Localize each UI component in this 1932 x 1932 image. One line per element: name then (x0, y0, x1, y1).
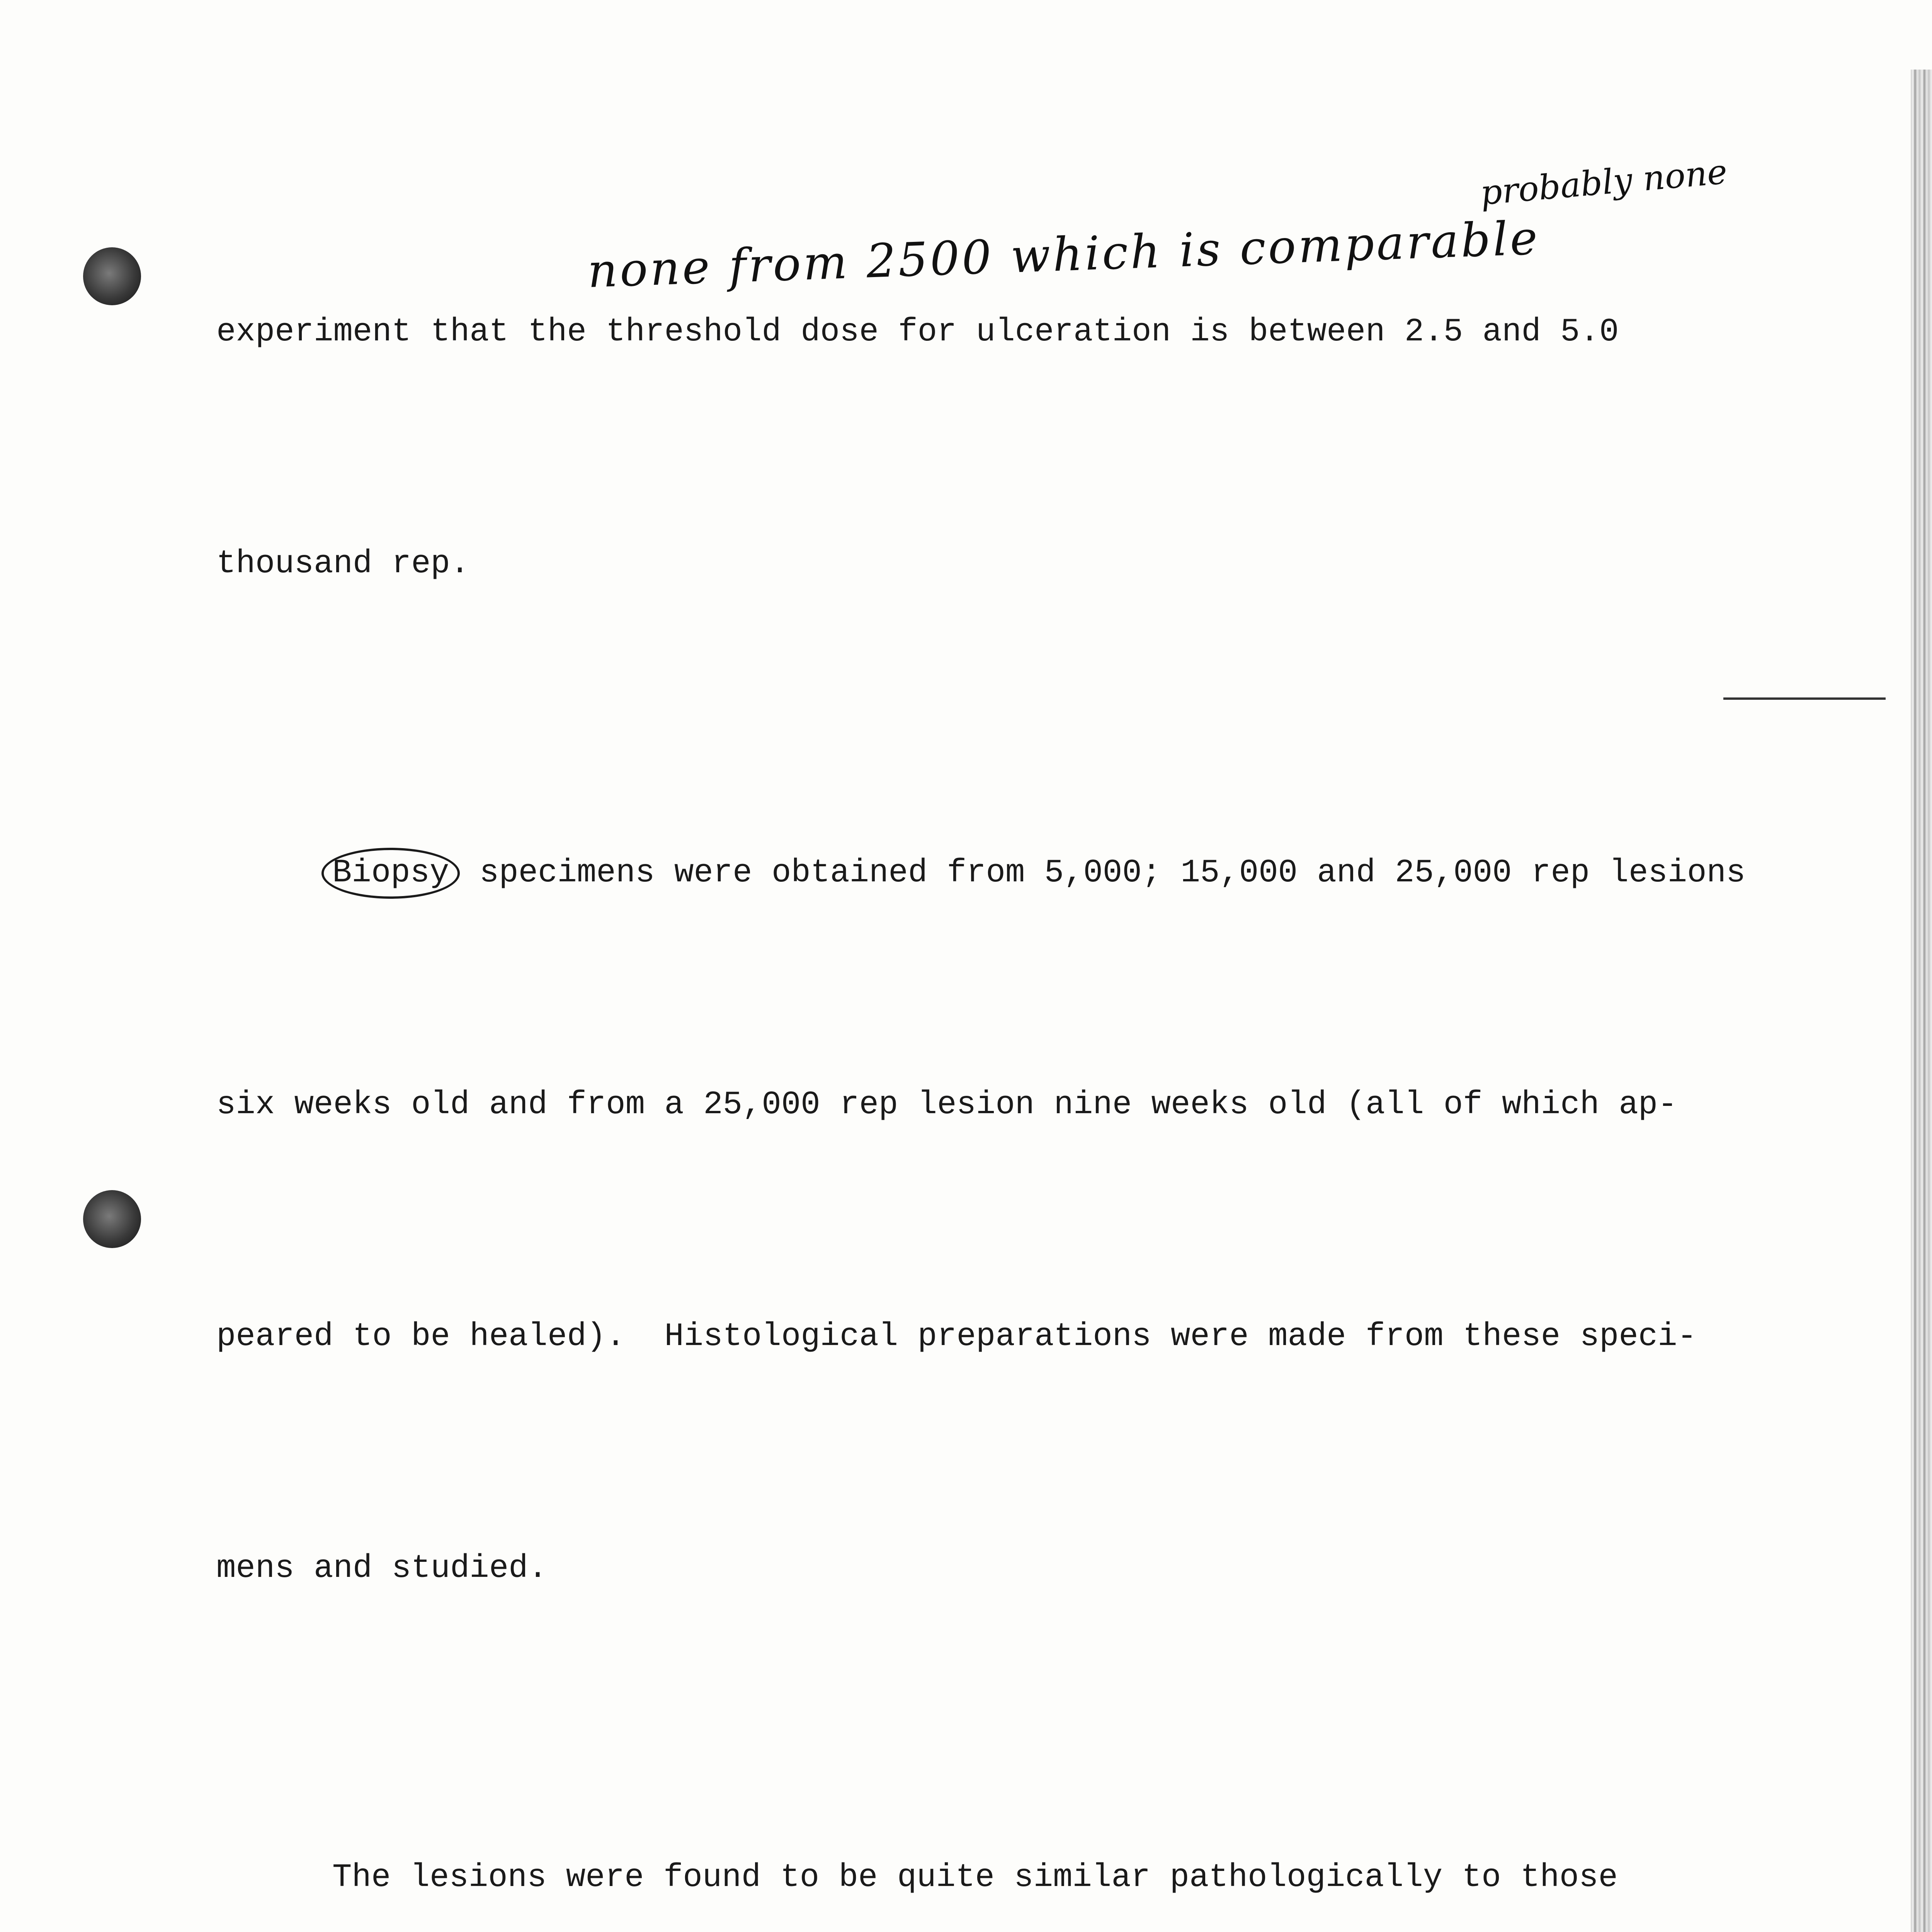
text-line: peared to be healed). Histological preparations were made from these speci- (216, 1318, 1697, 1355)
text-line: experiment that the threshold dose for ulceration is between 2.5 and 5.0 (216, 314, 1619, 350)
scan-edge-right (1911, 70, 1932, 1932)
text-line: six weeks old and from a 25,000 rep lesion nine weeks old (all of which ap- (216, 1087, 1677, 1123)
body-text (216, 139, 1878, 1932)
punch-hole-icon (83, 1190, 141, 1248)
text-line: The lesions were found to be quite similar pathologically to those (332, 1859, 1618, 1896)
text-line: mens and studied. (216, 1550, 548, 1587)
punch-hole-icon (83, 247, 141, 305)
circled-word: Biopsy (321, 848, 460, 899)
handwritten-note: none from 2500 which is comparable (587, 211, 1541, 298)
margin-mark (1723, 697, 1886, 700)
text-line: Biopsy specimens were obtained from 5,000; 15,000 and 25,000 rep lesions (216, 835, 1878, 912)
handwritten-note-above: probably none (1478, 151, 1729, 213)
text-line: thousand rep. (216, 546, 470, 582)
